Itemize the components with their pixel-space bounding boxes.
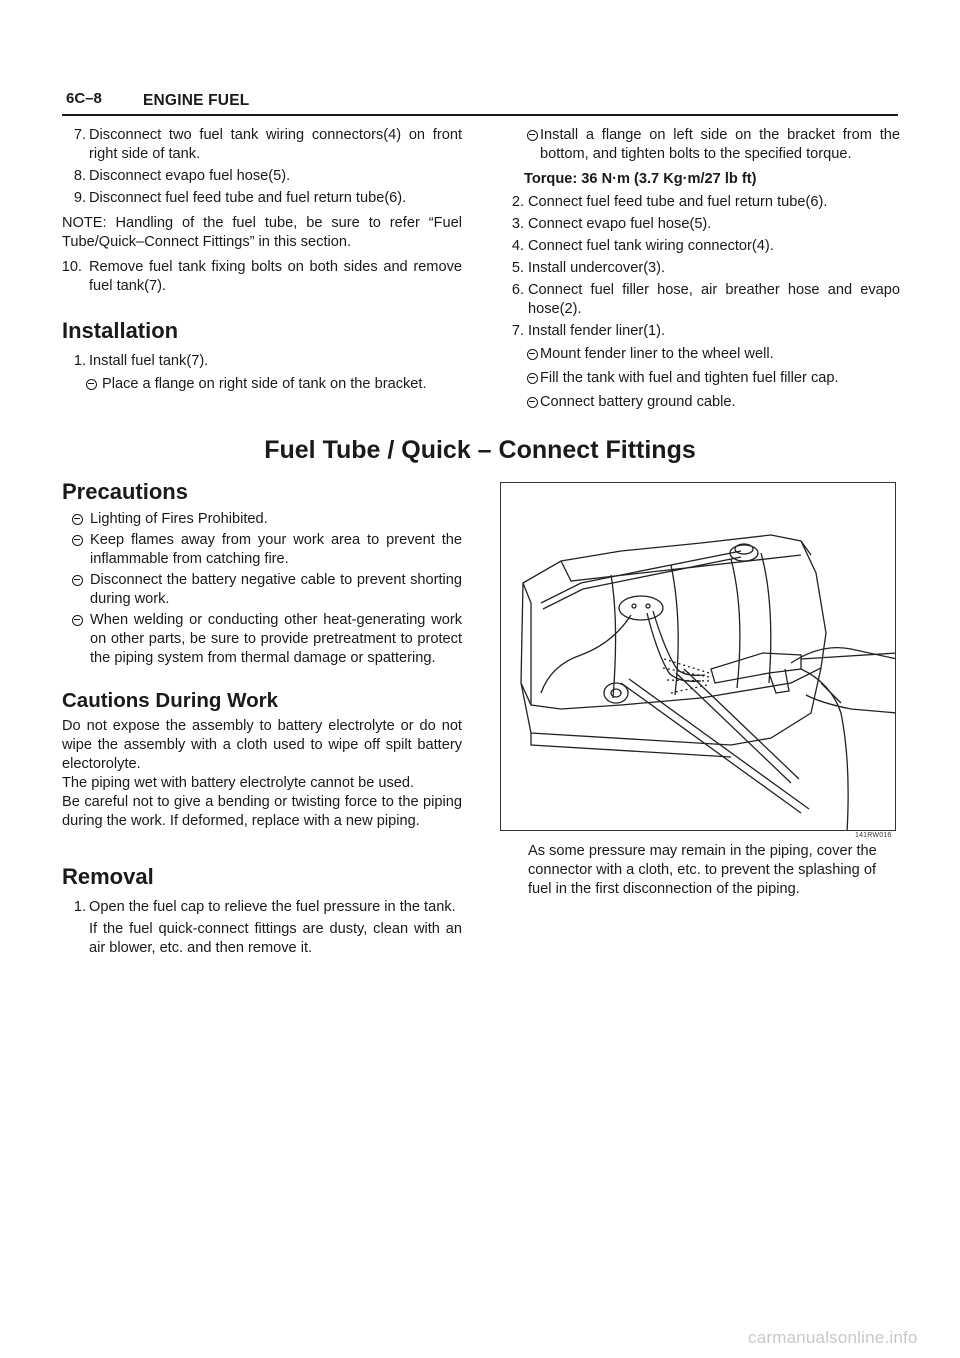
cautions-paragraph-2: The piping wet with battery electrolyte cannot be used. [62, 775, 415, 791]
bullet-icon [72, 514, 83, 525]
install-bullet-flange-left: Install a flange on left side on the bracket from the bottom, and tighten bolts to the specified torque. [510, 126, 900, 164]
figure-caption: As some pressure may remain in the piping, cover the connector with a cloth, etc. to prevent the splashing of fuel in the first disconnection of the piping. [528, 843, 877, 897]
removal-steps [62, 898, 462, 958]
precaution-item: Keep flames away from your work area to prevent the inflammable from catching fire. [62, 531, 462, 569]
watermark: carmanualsonline.info [748, 1328, 918, 1347]
install-step-4: 4. Connect fuel tank wiring connector(4). [511, 238, 774, 254]
install-step-2: 2. Connect fuel feed tube and fuel return tube(6). [511, 194, 828, 210]
cautions-paragraph-1: Do not expose the assembly to battery electrolyte or do not wipe the assembly with a cloth used to wipe off spilt battery electorolyte. [62, 718, 462, 772]
bullet-fill-tank: Fill the tank with fuel and tighten fuel filler cap. [510, 369, 900, 388]
fuel-tank-drawing [501, 483, 896, 831]
install-step-1: 1. Install fuel tank(7). [73, 353, 209, 369]
removal-heading: Removal [62, 864, 154, 889]
precaution-item: Lighting of Fires Prohibited. [62, 510, 462, 529]
step-7: 7. Disconnect two fuel tank wiring connectors(4) on front right side of tank. [73, 127, 462, 162]
cautions-heading: Cautions During Work [62, 689, 279, 712]
main-title: Fuel Tube / Quick – Connect Fittings [264, 436, 696, 464]
removal-step-1: 1. Open the fuel cap to relieve the fuel pressure in the tank. [73, 899, 456, 915]
bullet-fender-liner: Mount fender liner to the wheel well. [510, 345, 900, 364]
right-top-column [510, 126, 900, 412]
bullet-icon [72, 575, 83, 586]
bullet-icon [86, 379, 97, 390]
page-number: 6C–8 [66, 90, 102, 107]
install-step-7: 7. Install fender liner(1). [511, 323, 666, 339]
bullet-icon [527, 130, 538, 141]
install-step-3: 3. Connect evapo fuel hose(5). [511, 216, 712, 232]
torque-spec: Torque: 36 N·m (3.7 Kg·m/27 lb ft) [524, 171, 757, 187]
fuel-tank-illustration [500, 482, 896, 831]
install-step-6: 6. Connect fuel filler hose, air breather hose and evapo hose(2). [511, 282, 900, 317]
cautions-paragraph-3: Be careful not to give a bending or twisting force to the piping during the work. If deformed, replace with a new piping. [62, 794, 462, 829]
bullet-battery-ground: Connect battery ground cable. [510, 393, 900, 412]
step-8: 8. Disconnect evapo fuel hose(5). [73, 168, 291, 184]
removal-step-1-note: If the fuel quick-connect fittings are dusty, clean with an air blower, etc. and then remove it. [89, 921, 462, 956]
installation-heading: Installation [62, 318, 179, 343]
precaution-item: When welding or conducting other heat-generating work on other parts, be sure to provide pretreatment to protect the piping system from thermal damage or spattering. [62, 611, 462, 668]
bullet-icon [527, 397, 538, 408]
precautions-list [62, 510, 462, 668]
bullet-icon [527, 373, 538, 384]
bullet-icon [527, 349, 538, 360]
step-10: 10. Remove fuel tank fixing bolts on both sides and remove fuel tank(7). [61, 259, 462, 294]
left-top-column [62, 126, 462, 296]
cautions-text [62, 717, 462, 831]
step-9: 9. Disconnect fuel feed tube and fuel return tube(6). [73, 190, 407, 206]
header-rule [62, 114, 898, 116]
install-step-5: 5. Install undercover(3). [511, 260, 666, 276]
section-title: ENGINE FUEL [143, 92, 250, 109]
figure-code: 141RW016 [855, 832, 892, 839]
precautions-heading: Precautions [62, 479, 188, 504]
bullet-icon [72, 535, 83, 546]
note-fuel-tube: NOTE: Handling of the fuel tube, be sure to refer “Fuel Tube/Quick–Connect Fittings” in this section. [62, 215, 462, 250]
install-bullet-flange-right: Place a flange on right side of tank on the bracket. [62, 375, 462, 394]
precaution-item: Disconnect the battery negative cable to prevent shorting during work. [62, 571, 462, 609]
installation-steps [62, 352, 462, 394]
bullet-icon [72, 615, 83, 626]
